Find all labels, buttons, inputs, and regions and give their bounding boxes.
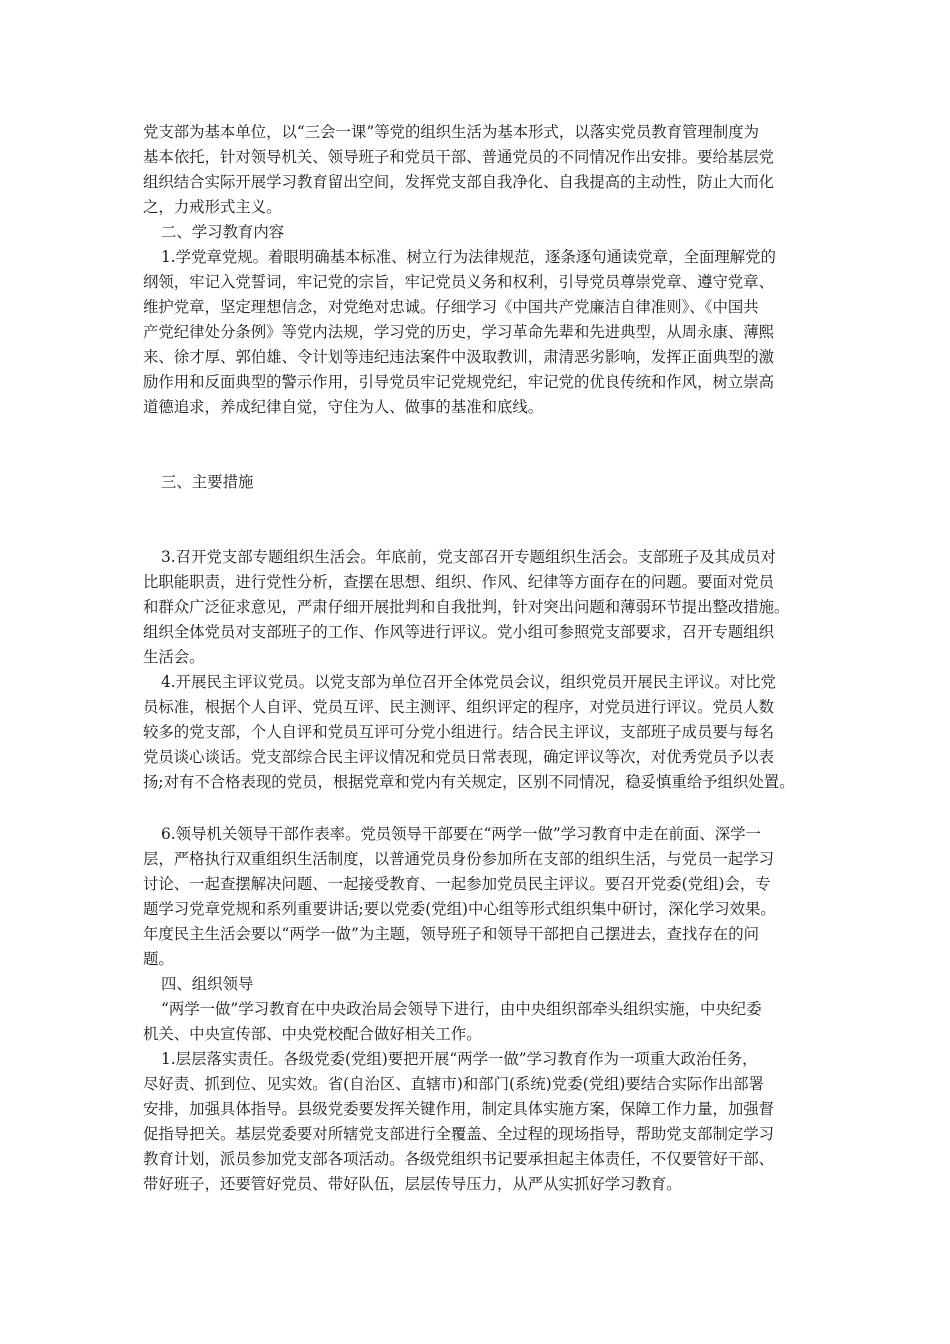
text-line: 4.开展民主评议党员。以党支部为单位召开全体党员会议，组织党员开展民主评议。对比党 [161,673,776,691]
text-line: 维护党章，坚定理想信念，对党绝对忠诚。仔细学习《中国共产党廉洁自律准则》、《中国共 [143,298,759,316]
paragraph-intro [143,120,823,220]
text-line: 生活会。 [143,648,205,666]
text-line: 纲领，牢记入党誓词，牢记党的宗旨，牢记党员义务和权利，引导党员尊崇党章、遵守党章、 [143,273,775,291]
heading-text: 二、学习教育内容 [161,223,285,241]
text-line: 较多的党支部，个人自评和党员互评可分党小组进行。结合民主评议，支部班子成员要与每名 [143,723,775,741]
paragraph-central-leadership [143,997,823,1047]
text-line: 比职能职责，进行党性分析，查摆在思想、组织、作风、纪律等方面存在的问题。要面对党员 [143,573,775,591]
text-line: 题学习党章党规和系列重要讲话;要以党委(党组)中心组等形式组织集中研讨，深化学习效果。 [143,900,776,918]
text-line: “两学一做”学习教育在中央政治局会领导下进行，由中央组织部牵头组织实施，中央纪委 [161,1000,762,1018]
text-line: 来、徐才厚、郭伯雄、令计划等违纪违法案件中汲取教训，肃清恶劣影响，发挥正面典型的激 [143,348,775,366]
heading-text: 三、主要措施 [161,473,254,491]
text-line: 党支部为基本单位，以“三会一课”等党的组织生活为基本形式，以落实党员教育管理制度为 [143,123,759,141]
text-line: 年度民主生活会要以“两学一做”为主题，领导班子和领导干部把自己摆进去，查找存在的问 [143,925,759,943]
text-line: 6.领导机关领导干部作表率。党员领导干部要在“两学一做”学习教育中走在前面、深学一 [161,825,761,843]
text-line: 员标准，根据个人自评、党员互评、民主测评、组织评定的程序，对党员进行评议。党员人数 [143,698,775,716]
text-line: 安排，加强具体指导。县级党委要发挥关键作用，制定具体实施方案，保障工作力量，加强督 [143,1100,775,1118]
paragraph-leaders-example [143,822,823,972]
paragraph-branch-meeting [143,545,823,670]
text-line: 党员谈心谈话。党支部综合民主评议情况和党员日常表现，确定评议等次，对优秀党员予以表 [143,748,775,766]
text-line: 组织结合实际开展学习教育留出空间，发挥党支部自我净化、自我提高的主动性，防止大而化 [143,173,775,191]
text-line: 机关、中央宣传部、中央党校配合做好相关工作。 [143,1025,482,1043]
text-line: 1.学党章党规。着眼明确基本标准、树立行为法律规范，逐条逐句通读党章，全面理解党的 [161,248,776,266]
text-line: 和群众广泛征求意见，严肃仔细开展批判和自我批判，针对突出问题和薄弱环节提出整改措施。 [143,598,790,616]
paragraph-study-rules [143,245,823,420]
section-heading-measures [143,470,823,495]
paragraph-democratic-review [143,670,823,795]
document-body [143,120,823,1197]
text-line: 促指导把关。基层党委要对所辖党支部进行全覆盖、全过程的现场指导，帮助党支部制定学习 [143,1125,775,1143]
text-line: 道德追求，养成纪律自觉，守住为人、做事的基准和底线。 [143,398,544,416]
text-line: 带好班子，还要管好党员、带好队伍，层层传导压力，从严从实抓好学习教育。 [143,1175,682,1193]
text-line: 扬;对有不合格表现的党员，根据党章和党内有关规定，区别不同情况，稳妥慎重给予组织处置。 [143,773,795,791]
text-line: 励作用和反面典型的警示作用，引导党员牢记党规党纪，牢记党的优良传统和作风，树立崇高 [143,373,775,391]
text-line: 组织全体党员对支部班子的工作、作风等进行评议。党小组可参照党支部要求，召开专题组织 [143,623,775,641]
section-heading-content [143,220,823,245]
paragraph-responsibility [143,1047,823,1197]
text-line: 之，力戒形式主义。 [143,198,282,216]
section-heading-leadership [143,972,823,997]
text-line: 教育计划，派员参加党支部各项活动。各级党组织书记要承担起主体责任，不仅要管好干部、 [143,1150,775,1168]
text-line: 基本依托，针对领导机关、领导班子和党员干部、普通党员的不同情况作出安排。要给基层党 [143,148,775,166]
text-line: 层，严格执行双重组织生活制度，以普通党员身份参加所在支部的组织生活，与党员一起学习 [143,850,775,868]
text-line: 产党纪律处分条例》等党内法规，学习党的历史，学习革命先辈和先进典型，从周永康、薄熙 [143,323,775,341]
text-line: 3.召开党支部专题组织生活会。年底前，党支部召开专题组织生活会。支部班子及其成员对 [161,548,776,566]
text-line: 题。 [143,950,174,968]
text-line: 讨论、一起查摆解决问题、一起接受教育、一起参加党员民主评议。要召开党委(党组)会，专 [143,875,771,893]
heading-text: 四、组织领导 [161,975,254,993]
text-line: 1.层层落实责任。各级党委(党组)要把开展“两学一做”学习教育作为一项重大政治任务， [161,1050,758,1068]
text-line: 尽好责、抓到位、见实效。省(自治区、直辖市)和部门(系统)党委(党组)要结合实际作出部署 [143,1075,764,1093]
